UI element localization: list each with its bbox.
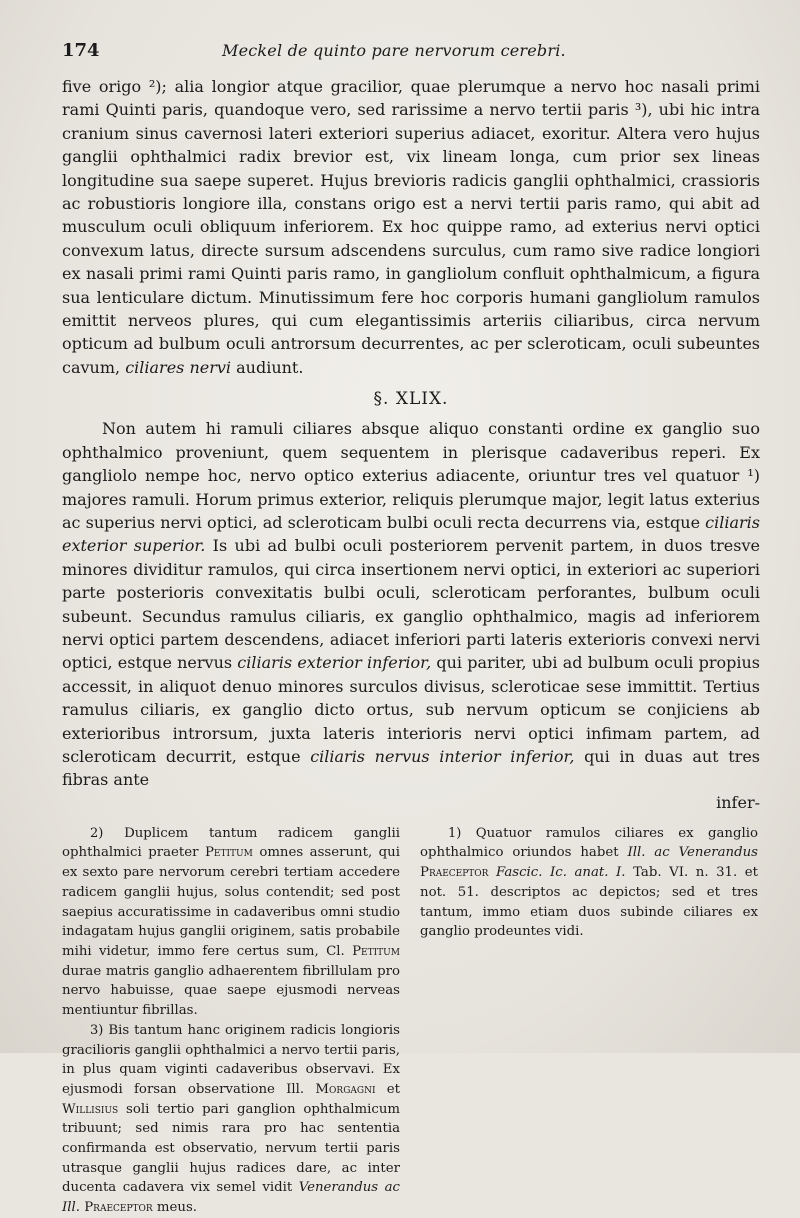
text-run: Bis tantum hanc originem radicis longioris gracilioris ganglii ophthalmici a nervo tertii paris, in plus quam viginti cadaveribus observavi. Ex ejusmodi forsan observatione Ill. [62,1022,400,1097]
text-run: meus. [152,1200,198,1216]
text-run: omnes asserunt, qui ex sexto pare nervorum cerebri tertiam accedere radicem ganglii hujus, solus contendit; sed post saepius accuratissime in cadaveribus omni studio indagatam hujus ganglii originem, satis probabile mihi videtur, immo fere certus sum, Cl. [62,845,400,959]
text-run: Quatuor ramulos ciliares ex ganglio ophthalmico oriundos habet [420,825,758,861]
page-number: 174 [62,40,100,61]
title-praeceptor: Praeceptor [84,1200,153,1216]
running-title: Meckel de quinto pare nervorum cerebri. [222,41,566,60]
paragraph-section-xlix [62,417,760,792]
page-header [62,40,760,61]
honorific: Venerandus ac Ill. [62,1180,400,1216]
footnote-1 [420,824,758,942]
title-praeceptor: Praeceptor [420,865,489,881]
name-willisius: Willisius [62,1101,119,1117]
term-ciliaris-exterior-inferior: ciliaris exterior inferior, [237,653,432,673]
text-run: Tab. VI. n. 31. et not. 51. descriptos ac depictos; sed et tres tantum, immo etiam duos subinde ciliares ex ganglio prodeuntes vidi. [420,865,759,940]
citation: Fascic. Ic. anat. I. [496,865,626,881]
footnote-marker: 3) [90,1022,104,1038]
footnote-column-right [420,824,758,1218]
name-petitum: Petitum [204,845,253,861]
text-run: five origo ²); alia longior atque gracilior, quae plerumque a nervo hoc nasali primi rami Quinti paris, quandoque vero, sed rarissime a nervo tertii paris ³), ubi hic intra cranium sinus cavernosi lateri exteriori superius adiacet, exoritur. Altera vero hujus ganglii ophthalmici radix brevior est, vix lineam longa, cum prior sex lineas longitudine sua saepe superet. Hujus brevioris radicis ganglii ophthalmici, crassioris ac robustioris longiore illa, constans origo est a nervi tertii paris ramo, qui abit ad musculum oculi obliquum inferiorem. Ex hoc quippe ramo, ad exterius nervi optici convexum latus, directe sursum adscendens surculus, cum ramo sive radice longiori ex nasali primi rami Quinti paris ramo, in gangliolum confluit ophthalmicum, a figura sua lenticulare dictum. Minutissimum fere hoc corporis humani gangliolum ramulos emittit nerveos plures, qui cum elegantissimis arteriis ciliaribus, circa nervum opticum ad bulbum oculi antrorsum decurrentes, ac per scleroticam, oculi subeuntes cavum, [62,77,760,377]
text-run: qui in duas aut tres fibras ante [62,746,761,790]
footnote-3 [62,1021,400,1218]
text-run: et [375,1081,400,1097]
honorific: Ill. ac Venerandus [627,845,758,861]
name-petitum: Petitum [352,944,400,959]
footnote-2 [62,824,400,1021]
footnote-marker: 1) [448,825,462,841]
name-morgagni: Morgagni [315,1081,376,1097]
text-run: qui pariter, ubi ad bulbum oculi propius accessit, in aliquot denuo minores surculos divisus, scleroticae sese immittit. Tertius ramulus ciliaris, ex ganglio dicto ortus, sub nervum opticum se conjiciens ab exterioribus introrsum, juxta lateris interioris nervi optici infimam partem, ad scleroticam decurrit, estque [62,653,761,766]
text-run: Non autem hi ramuli ciliares absque aliquo constanti ordine ex ganglio suo ophthalmico proveniunt, quem sequentem in plerisque cadaveribus reperi. Ex gangliolo nempe hoc, nervo optico exterius adiacente, oriuntur tres vel quatuor ¹) majores ramuli. Horum primus exterior, reliquis plerumque major, legit latus exterius ac superius nervi optici, ad scleroticam bulbi oculi recta decurrens via, estque [62,419,760,532]
text-run: durae matris ganglio adhaerentem fibrillulam pro nervo habuisse, quae saepe ejusmodi nerveas mentiuntur fibrillas. [62,963,400,1019]
section-heading: §. XLIX. [373,389,449,410]
footnote-column-left [62,824,400,1218]
text-run: Duplicem tantum radicem ganglii ophthalmici praeter [62,825,400,861]
footnote-marker: 2) [90,825,104,841]
catchword: infer- [716,792,760,812]
term-ciliaris-interior-inferior: ciliaris nervus interior inferior, [310,746,575,766]
text-run: audiunt. [231,357,304,377]
footnotes [62,824,760,1218]
text-run: soli tertio pari ganglion ophthalmicum tribuunt; sed nimis rara pro hac sententia confirmanda est observatio, nervum tertii paris utrasque ganglii hujus radices dare, ac inter ducenta cadavera vix semel vidit [62,1101,400,1196]
text-run: Is ubi ad bulbi oculi posteriorem pervenit partem, in duos tresve minores dividitur ramulos, qui circa insertionem nervi optici, in exteriori ac superiori parte posterioris convexitatis bulbi oculi, scleroticam perforantes, bulbum oculi subeunt. Secundus ramulus ciliaris, ex ganglio ophthalmico, magis ad inferiorem nervi optici partem descendens, adiacet inferiori parti lateris exterioris convexi nervi optici, estque nervus [62,536,760,673]
paragraph-continued [62,75,760,379]
term-ciliares-nervi: ciliares nervi [125,357,232,377]
term-ciliaris-exterior-superior: ciliaris exterior superior. [62,512,760,556]
